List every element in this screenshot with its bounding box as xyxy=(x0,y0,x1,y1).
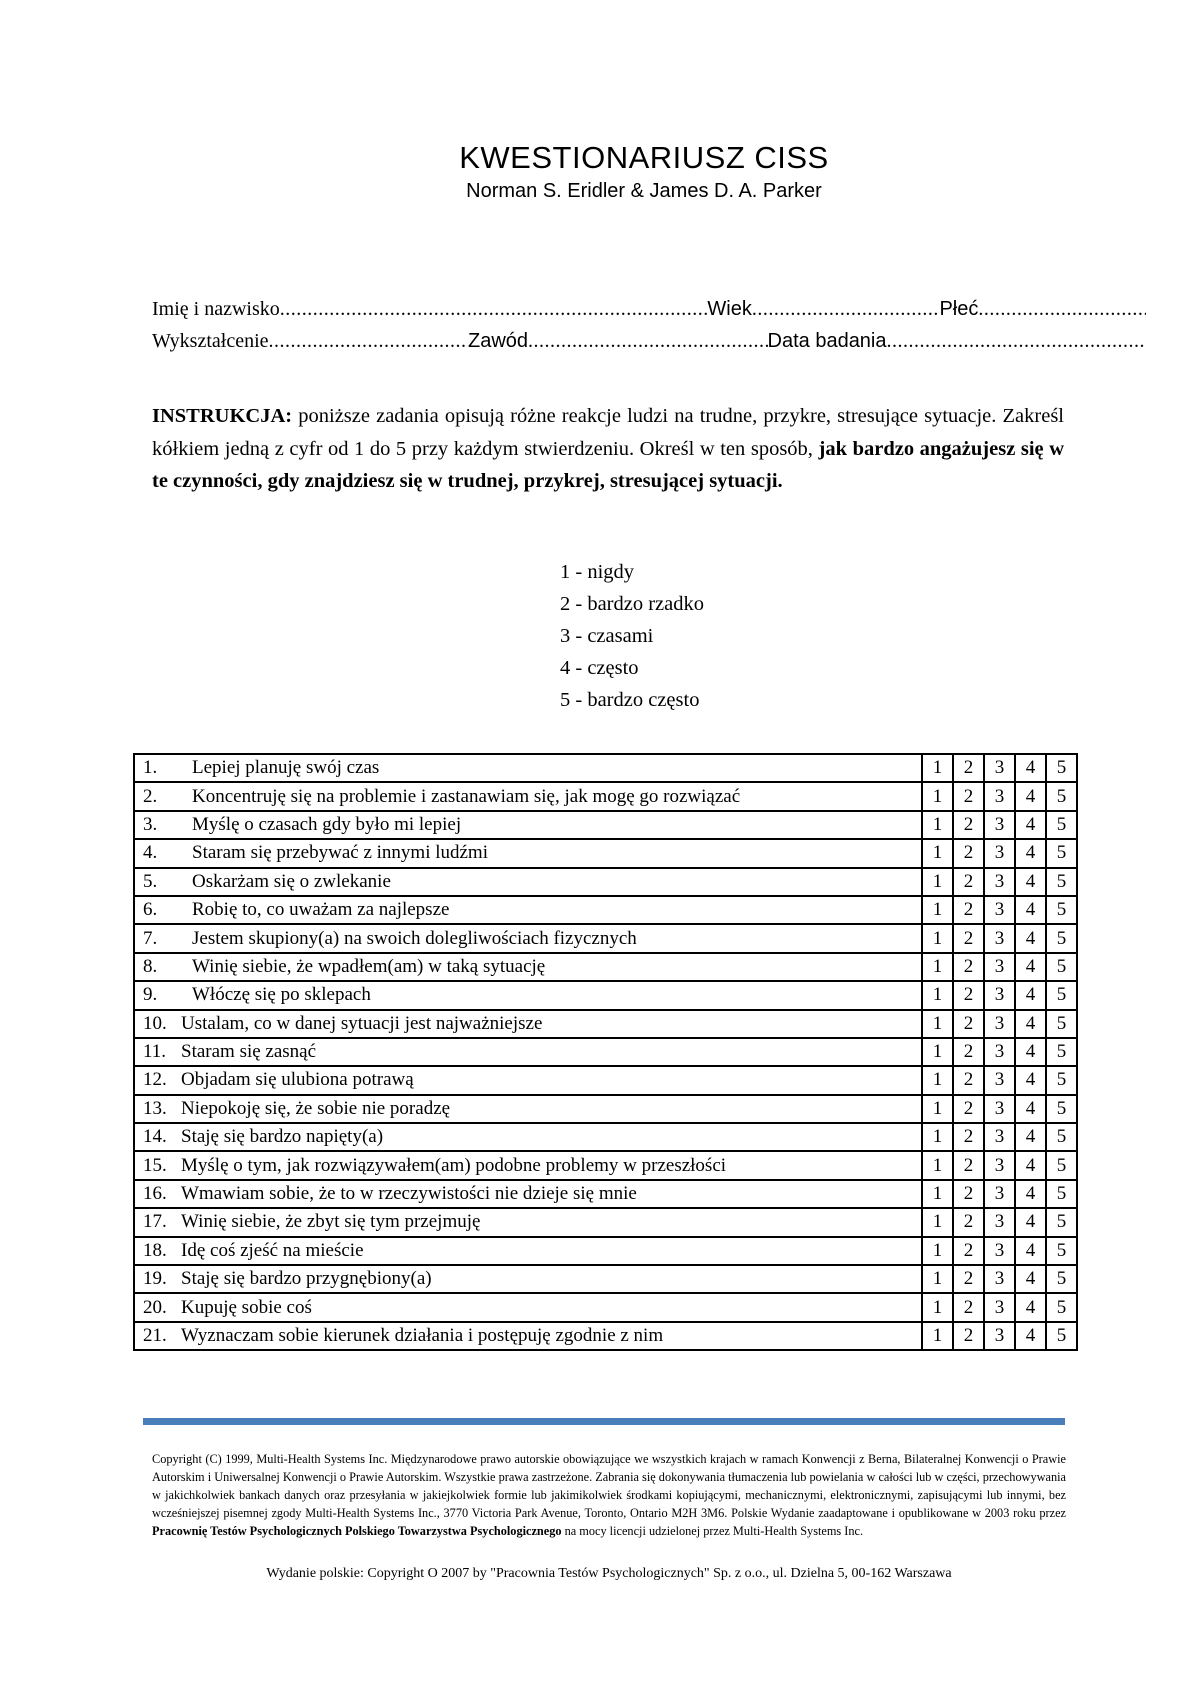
edition-note: Wydanie polskie: Copyright O 2007 by "Pracownia Testów Psychologicznych" Sp. z o.o., ul. Dzielna 5, 00-162 Warszawa xyxy=(266,1566,952,1581)
table-row xyxy=(134,1180,1077,1208)
item-text: Myślę o czasach gdy było mi lepiej xyxy=(192,813,462,835)
answer-option-4[interactable]: 4 xyxy=(1015,1010,1046,1038)
answer-option-3[interactable]: 3 xyxy=(984,1265,1015,1293)
answer-option-4[interactable]: 4 xyxy=(1015,754,1046,782)
answer-option-2[interactable]: 2 xyxy=(953,1010,984,1038)
answer-option-4[interactable]: 4 xyxy=(1015,981,1046,1009)
answer-option-2[interactable]: 2 xyxy=(953,1151,984,1179)
page-title: KWESTIONARIUSZ CISS xyxy=(459,140,829,175)
item-statement xyxy=(134,868,922,896)
answer-option-1[interactable]: 1 xyxy=(922,1208,953,1236)
table-row xyxy=(134,1208,1077,1236)
item-text: Staram się przebywać z innymi ludźmi xyxy=(192,842,488,864)
item-text: Robię to, co uważam za najlepsze xyxy=(192,899,450,921)
occupation-field[interactable] xyxy=(528,330,767,353)
answer-option-4[interactable]: 4 xyxy=(1015,811,1046,839)
answer-option-3[interactable]: 3 xyxy=(984,754,1015,782)
table-row xyxy=(134,1066,1077,1094)
item-statement xyxy=(134,1010,922,1038)
answer-option-2[interactable]: 2 xyxy=(953,868,984,896)
answer-option-5[interactable]: 5 xyxy=(1046,1123,1077,1151)
copyright-notice xyxy=(152,1450,1066,1540)
answer-option-4[interactable]: 4 xyxy=(1015,1237,1046,1265)
personal-fields-row-2 xyxy=(152,330,1146,353)
instruction-emphasis: jak bardzo angażujesz się w te czynności, gdy znajdziesz się w trudnej, przykrej, stresującej sytuacji. xyxy=(152,437,1065,492)
instruction-label: INSTRUKCJA: xyxy=(152,405,293,427)
answer-option-4[interactable]: 4 xyxy=(1015,1038,1046,1066)
item-number: 15. xyxy=(143,1154,167,1176)
answer-option-4[interactable]: 4 xyxy=(1015,953,1046,981)
answer-option-3[interactable]: 3 xyxy=(984,1180,1015,1208)
answer-option-4[interactable]: 4 xyxy=(1015,1180,1046,1208)
answer-scale-legend xyxy=(560,556,704,716)
answer-option-1[interactable]: 1 xyxy=(922,839,953,867)
answer-option-3[interactable]: 3 xyxy=(984,953,1015,981)
item-statement xyxy=(134,1237,922,1265)
answer-option-3[interactable]: 3 xyxy=(984,868,1015,896)
answer-option-1[interactable]: 1 xyxy=(922,1180,953,1208)
table-row xyxy=(134,1123,1077,1151)
answer-option-2[interactable]: 2 xyxy=(953,754,984,782)
item-text: Winię siebie, że wpadłem(am) w taką sytuację xyxy=(192,955,546,977)
education-label: Wykształcenie xyxy=(152,330,269,352)
answer-option-4[interactable]: 4 xyxy=(1015,839,1046,867)
answer-option-2[interactable]: 2 xyxy=(953,1293,984,1321)
answer-option-5[interactable]: 5 xyxy=(1046,1066,1077,1094)
answer-option-5[interactable]: 5 xyxy=(1046,1293,1077,1321)
item-statement xyxy=(134,1123,922,1151)
item-statement xyxy=(134,924,922,952)
answer-option-4[interactable]: 4 xyxy=(1015,896,1046,924)
answer-option-1[interactable]: 1 xyxy=(922,896,953,924)
item-text: Wyznaczam sobie kierunek działania i postępuję zgodnie z nim xyxy=(181,1325,664,1346)
item-number: 21. xyxy=(143,1325,167,1346)
answer-option-3[interactable]: 3 xyxy=(984,1208,1015,1236)
table-row xyxy=(134,1151,1077,1179)
answer-option-1[interactable]: 1 xyxy=(922,811,953,839)
item-statement xyxy=(134,953,922,981)
answer-option-2[interactable]: 2 xyxy=(953,924,984,952)
item-text: Staram się zasnąć xyxy=(181,1041,317,1063)
answer-option-5[interactable]: 5 xyxy=(1046,782,1077,810)
answer-option-4[interactable]: 4 xyxy=(1015,1066,1046,1094)
answer-option-4[interactable]: 4 xyxy=(1015,1293,1046,1321)
answer-option-5[interactable]: 5 xyxy=(1046,1322,1077,1350)
answer-option-2[interactable]: 2 xyxy=(953,896,984,924)
item-text: Lepiej planuję swój czas xyxy=(192,757,380,779)
answer-option-1[interactable]: 1 xyxy=(922,1265,953,1293)
education-field[interactable] xyxy=(269,330,468,353)
item-number: 12. xyxy=(143,1069,167,1091)
item-number: 3. xyxy=(143,813,158,835)
item-statement xyxy=(134,896,922,924)
answer-option-4[interactable]: 4 xyxy=(1015,1208,1046,1236)
answer-option-3[interactable]: 3 xyxy=(984,924,1015,952)
answer-option-3[interactable]: 3 xyxy=(984,1095,1015,1123)
answer-option-4[interactable]: 4 xyxy=(1015,1265,1046,1293)
instruction-paragraph xyxy=(152,400,1064,498)
item-statement xyxy=(134,1293,922,1321)
table-row xyxy=(134,1010,1077,1038)
answer-option-4[interactable]: 4 xyxy=(1015,1123,1046,1151)
answer-option-1[interactable]: 1 xyxy=(922,1066,953,1094)
table-row xyxy=(134,868,1077,896)
scale-entry: 3 - czasami xyxy=(560,625,654,647)
answer-option-2[interactable]: 2 xyxy=(953,1095,984,1123)
item-statement xyxy=(134,1066,922,1094)
answer-option-2[interactable]: 2 xyxy=(953,1038,984,1066)
answer-option-3[interactable]: 3 xyxy=(984,782,1015,810)
answer-option-4[interactable]: 4 xyxy=(1015,1322,1046,1350)
item-statement xyxy=(134,839,922,867)
table-row xyxy=(134,1237,1077,1265)
answer-option-3[interactable]: 3 xyxy=(984,1293,1015,1321)
answer-option-1[interactable]: 1 xyxy=(922,1095,953,1123)
answer-option-1[interactable]: 1 xyxy=(922,1293,953,1321)
questionnaire-table xyxy=(133,753,1078,1351)
publisher-name: Pracownię Testów Psychologicznych Polskiego Towarzystwa Psychologicznego xyxy=(152,1524,562,1538)
answer-option-4[interactable]: 4 xyxy=(1015,1095,1046,1123)
item-text: Ustalam, co w danej sytuacji jest najważniejsze xyxy=(181,1012,543,1034)
answer-option-1[interactable]: 1 xyxy=(922,953,953,981)
answer-option-2[interactable]: 2 xyxy=(953,1208,984,1236)
item-number: 2. xyxy=(143,785,158,807)
item-text: Wmawiam sobie, że to w rzeczywistości nie dzieje się mnie xyxy=(181,1183,637,1205)
answer-option-1[interactable]: 1 xyxy=(922,924,953,952)
item-number: 14. xyxy=(143,1126,167,1148)
table-row xyxy=(134,1038,1077,1066)
item-number: 6. xyxy=(143,899,158,921)
answer-option-3[interactable]: 3 xyxy=(984,1010,1015,1038)
answer-option-2[interactable]: 2 xyxy=(953,839,984,867)
date-label: Data badania xyxy=(767,330,887,352)
answer-option-5[interactable]: 5 xyxy=(1046,953,1077,981)
answer-option-3[interactable]: 3 xyxy=(984,896,1015,924)
item-statement xyxy=(134,981,922,1009)
license-text: na mocy licencji udzielonej przez Multi-Health Systems Inc. xyxy=(564,1524,864,1538)
item-number: 11. xyxy=(143,1041,167,1063)
item-number: 7. xyxy=(143,927,158,949)
answer-option-3[interactable]: 3 xyxy=(984,1151,1015,1179)
answer-option-5[interactable]: 5 xyxy=(1046,1180,1077,1208)
answer-option-2[interactable]: 2 xyxy=(953,1237,984,1265)
answer-option-5[interactable]: 5 xyxy=(1046,811,1077,839)
answer-option-1[interactable]: 1 xyxy=(922,868,953,896)
item-number: 4. xyxy=(143,842,158,864)
item-number: 10. xyxy=(143,1012,167,1034)
answer-option-5[interactable]: 5 xyxy=(1046,896,1077,924)
age-label: Wiek xyxy=(707,298,752,320)
answer-option-1[interactable]: 1 xyxy=(922,1151,953,1179)
item-text: Niepokoję się, że sobie nie poradzę xyxy=(181,1097,451,1119)
item-text: Idę coś zjeść na mieście xyxy=(181,1239,364,1261)
answer-option-4[interactable]: 4 xyxy=(1015,924,1046,952)
age-field[interactable] xyxy=(752,298,940,321)
item-number: 5. xyxy=(143,870,158,892)
answer-option-2[interactable]: 2 xyxy=(953,811,984,839)
answer-option-5[interactable]: 5 xyxy=(1046,1208,1077,1236)
item-statement xyxy=(134,1038,922,1066)
answer-option-4[interactable]: 4 xyxy=(1015,868,1046,896)
scale-entry: 5 - bardzo często xyxy=(560,689,700,711)
answer-option-1[interactable]: 1 xyxy=(922,1038,953,1066)
instruction-text: poniższe zadania opisują różne reakcje ludzi na trudne, przykre, stresujące sytuacje. Zakreśl kółkiem jedną z cyfr od 1 do 5 przy każdym stwierdzeniu. Określ w ten sposób, xyxy=(152,405,1065,460)
item-number: 16. xyxy=(143,1183,167,1205)
answer-option-3[interactable]: 3 xyxy=(984,981,1015,1009)
occupation-label: Zawód xyxy=(468,330,529,352)
answer-option-5[interactable]: 5 xyxy=(1046,1038,1077,1066)
item-number: 9. xyxy=(143,984,158,1006)
answer-option-2[interactable]: 2 xyxy=(953,1322,984,1350)
item-text: Winię siebie, że zbyt się tym przejmuję xyxy=(181,1211,481,1233)
answer-option-4[interactable]: 4 xyxy=(1015,1151,1046,1179)
answer-option-5[interactable]: 5 xyxy=(1046,1010,1077,1038)
answer-option-2[interactable]: 2 xyxy=(953,1265,984,1293)
answer-option-2[interactable]: 2 xyxy=(953,1066,984,1094)
scale-entry: 2 - bardzo rzadko xyxy=(560,593,705,615)
table-row xyxy=(134,1095,1077,1123)
table-row xyxy=(134,1293,1077,1321)
item-statement xyxy=(134,782,922,810)
item-statement xyxy=(134,811,922,839)
answer-option-5[interactable]: 5 xyxy=(1046,839,1077,867)
name-field[interactable] xyxy=(280,298,708,321)
table-row xyxy=(134,782,1077,810)
item-statement xyxy=(134,1208,922,1236)
item-number: 17. xyxy=(143,1211,167,1233)
item-text: Oskarżam się o zwlekanie xyxy=(192,870,391,892)
answer-option-5[interactable]: 5 xyxy=(1046,1265,1077,1293)
item-text: Staję się bardzo przygnębiony(a) xyxy=(181,1268,432,1290)
sex-label: Płeć xyxy=(939,298,979,320)
sex-field[interactable] xyxy=(978,298,1146,321)
item-statement xyxy=(134,1151,922,1179)
answer-option-1[interactable]: 1 xyxy=(922,782,953,810)
table-row xyxy=(134,896,1077,924)
table-row xyxy=(134,953,1077,981)
scale-entry: 1 - nigdy xyxy=(560,561,635,583)
table-row xyxy=(134,1322,1077,1350)
item-number: 8. xyxy=(143,955,158,977)
table-row xyxy=(134,981,1077,1009)
item-number: 19. xyxy=(143,1268,167,1290)
scale-entry: 4 - często xyxy=(560,657,639,679)
table-row xyxy=(134,811,1077,839)
item-statement xyxy=(134,1180,922,1208)
answer-option-3[interactable]: 3 xyxy=(984,811,1015,839)
answer-option-5[interactable]: 5 xyxy=(1046,1095,1077,1123)
answer-option-2[interactable]: 2 xyxy=(953,1123,984,1151)
answer-option-5[interactable]: 5 xyxy=(1046,1237,1077,1265)
answer-option-2[interactable]: 2 xyxy=(953,953,984,981)
item-statement xyxy=(134,1095,922,1123)
answer-option-2[interactable]: 2 xyxy=(953,981,984,1009)
item-number: 1. xyxy=(143,757,158,779)
item-text: Włóczę się po sklepach xyxy=(192,984,371,1006)
answer-option-5[interactable]: 5 xyxy=(1046,1151,1077,1179)
item-text: Objadam się ulubiona potrawą xyxy=(181,1069,414,1091)
answer-option-5[interactable]: 5 xyxy=(1046,924,1077,952)
answer-option-1[interactable]: 1 xyxy=(922,754,953,782)
answer-option-1[interactable]: 1 xyxy=(922,1123,953,1151)
answer-option-5[interactable]: 5 xyxy=(1046,981,1077,1009)
answer-option-2[interactable]: 2 xyxy=(953,1180,984,1208)
date-field[interactable] xyxy=(887,330,1146,353)
item-text: Jestem skupiony(a) na swoich dolegliwościach fizycznych xyxy=(192,927,637,949)
answer-option-4[interactable]: 4 xyxy=(1015,782,1046,810)
item-text: Kupuję sobie coś xyxy=(181,1296,312,1318)
item-text: Koncentruję się na problemie i zastanawiam się, jak mogę go rozwiązać xyxy=(192,785,741,807)
item-statement xyxy=(134,1265,922,1293)
item-text: Staję się bardzo napięty(a) xyxy=(181,1126,384,1148)
answer-option-1[interactable]: 1 xyxy=(922,981,953,1009)
table-row xyxy=(134,839,1077,867)
answer-option-3[interactable]: 3 xyxy=(984,839,1015,867)
answer-option-2[interactable]: 2 xyxy=(953,782,984,810)
item-statement xyxy=(134,754,922,782)
item-number: 18. xyxy=(143,1239,167,1261)
answer-option-1[interactable]: 1 xyxy=(922,1322,953,1350)
answer-option-1[interactable]: 1 xyxy=(922,1237,953,1265)
answer-option-3[interactable]: 3 xyxy=(984,1038,1015,1066)
item-number: 20. xyxy=(143,1296,167,1318)
personal-fields-row-1 xyxy=(152,298,1146,321)
answer-option-1[interactable]: 1 xyxy=(922,1010,953,1038)
answer-option-3[interactable]: 3 xyxy=(984,1237,1015,1265)
table-row xyxy=(134,1265,1077,1293)
name-label: Imię i nazwisko xyxy=(152,298,280,320)
answer-option-5[interactable]: 5 xyxy=(1046,754,1077,782)
answer-option-3[interactable]: 3 xyxy=(984,1066,1015,1094)
item-text: Myślę o tym, jak rozwiązywałem(am) podobne problemy w przeszłości xyxy=(181,1154,727,1176)
table-row xyxy=(134,754,1077,782)
item-statement xyxy=(134,1322,922,1350)
table-row xyxy=(134,924,1077,952)
item-number: 13. xyxy=(143,1097,167,1119)
footer-divider xyxy=(143,1418,1065,1425)
authors-subtitle: Norman S. Eridler & James D. A. Parker xyxy=(466,180,822,202)
answer-option-5[interactable]: 5 xyxy=(1046,868,1077,896)
answer-option-3[interactable]: 3 xyxy=(984,1322,1015,1350)
answer-option-3[interactable]: 3 xyxy=(984,1123,1015,1151)
copyright-text: Copyright (C) 1999, Multi-Health Systems Inc. Międzynarodowe prawo autorskie obowiązujące we wszystkich krajach w ramach Konwencji z Berna, Bilateralnej Konwencji o Prawie Autorskim i Uniwersalnej Konwencji o Prawie Autorskim. Wszystkie prawa zastrzeżone. Zabrania się dokonywania tłumaczenia lub powielania w całości lub w części, przechowywania w jakichkolwiek bankach danych oraz przesyłania w jakiejkolwiek formie lub jakimikolwiek środkami kopiującymi, mechanicznymi, elektronicznymi, zapisującymi lub innymi, bez wcześniejszej pisemnej zgody Multi-Health Systems Inc., 3770 Victoria Park Avenue, Toronto, Ontario M2H 3M6. Polskie Wydanie zaadaptowane i opublikowane w 2003 roku przez xyxy=(152,1452,1066,1520)
